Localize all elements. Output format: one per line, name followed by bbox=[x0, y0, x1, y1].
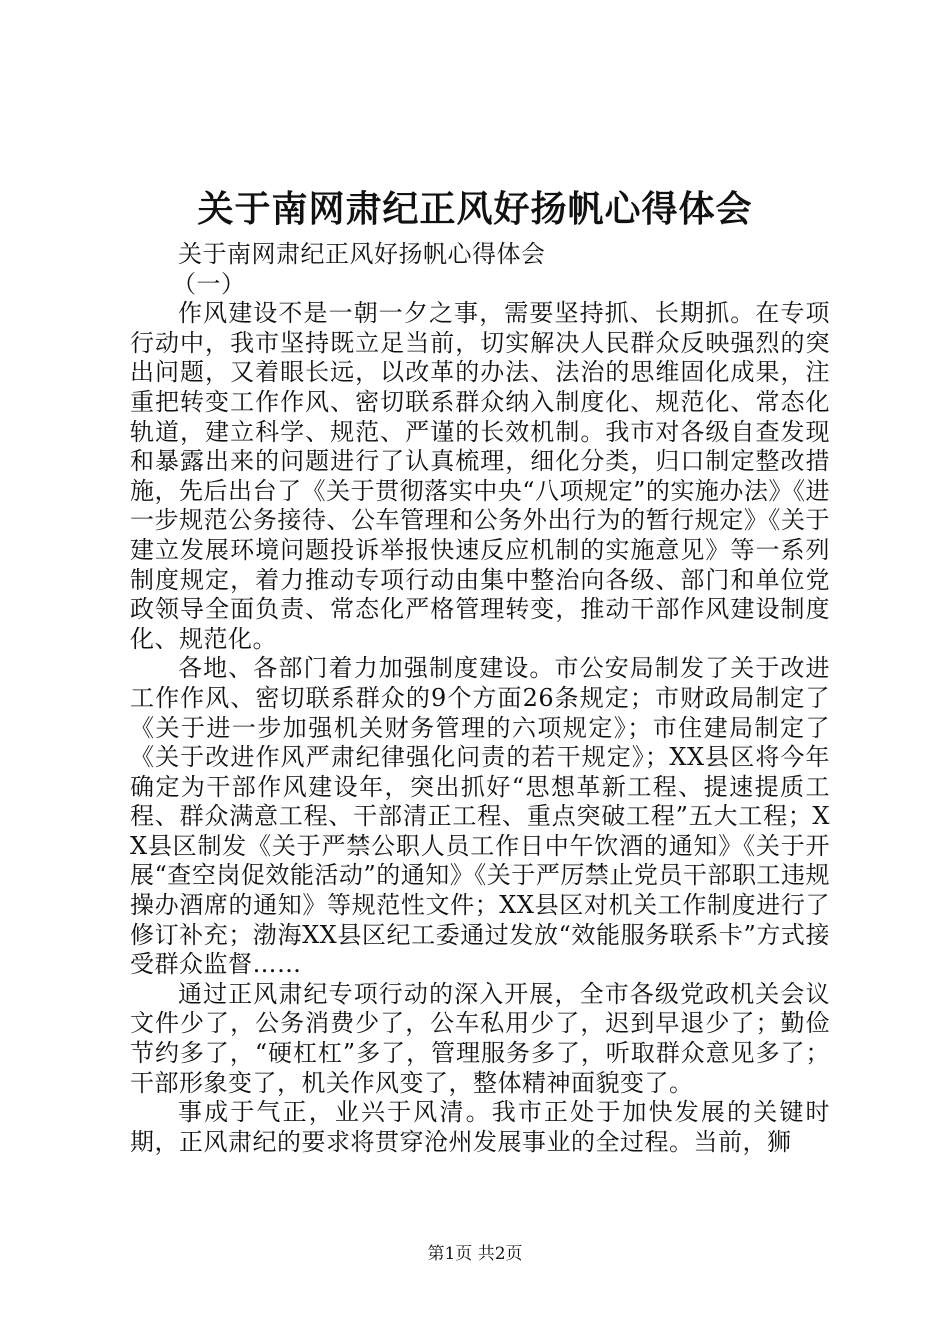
paragraph-4: 事成于气正，业兴于风清。我市正处于加快发展的关键时期，正风肃纪的要求将贯穿沧州发展事业的全过程。当前，狮 bbox=[130, 1098, 830, 1156]
paragraph-2: 各地、各部门着力加强制度建设。市公安局制发了关于改进工作作风、密切联系群众的9个方面26条规定；市财政局制定了《关于进一步加强机关财务管理的六项规定》；市住建局制定了《关于改进作风严肃纪律强化问责的若干规定》；XX县区将今年确定为干部作风建设年，突出抓好“思想革新工程、提速提质工程、群众满意工程、干部清正工程、重点突破工程”五大工程；XX县区制发《关于严禁公职人员工作日中午饮酒的通知》《关于开展“查空岗促效能活动”的通知》《关于严厉禁止党员干部职工违规操办酒席的通知》等规范性文件；XX县区对机关工作制度进行了修订补充；渤海XX县区纪工委通过发放“效能服务联系卡”方式接受群众监督…… bbox=[130, 654, 830, 979]
paragraph-3: 通过正风肃纪专项行动的深入开展，全市各级党政机关会议文件少了，公务消费少了，公车私用少了，迟到早退少了；勤俭节约多了，“硬杠杠”多了，管理服务多了，听取群众意见多了；干部形象变了，机关作风变了，整体精神面貌变了。 bbox=[130, 979, 830, 1097]
subtitle-line: 关于南网肃纪正风好扬帆心得体会 bbox=[178, 240, 546, 268]
section-marker: （一） bbox=[172, 269, 246, 298]
paragraph-1: 作风建设不是一朝一夕之事，需要坚持抓、长期抓。在专项行动中，我市坚持既立足当前，切实解决人民群众反映强烈的突出问题，又着眼长远，以改革的办法、法治的思维固化成果，注重把转变工作作风、密切联系群众纳入制度化、规范化、常态化轨道，建立科学、规范、严谨的长效机制。我市对各级自查发现和暴露出来的问题进行了认真梳理，细化分类，归口制定整改措施，先后出台了《关于贯彻落实中央“八项规定”的实施办法》《进一步规范公务接待、公车管理和公务外出行为的暂行规定》《关于建立发展环境问题投诉举报快速反应机制的实施意见》等一系列制度规定，着力推动专项行动由集中整治向各级、部门和单位党政领导全面负责、常态化严格管理转变，推动干部作风建设制度化、规范化。 bbox=[130, 299, 830, 653]
document-title: 关于南网肃纪正风好扬帆心得体会 bbox=[197, 188, 753, 230]
page-footer: 第1页 共2页 bbox=[427, 1244, 523, 1264]
document-body bbox=[130, 240, 830, 1157]
